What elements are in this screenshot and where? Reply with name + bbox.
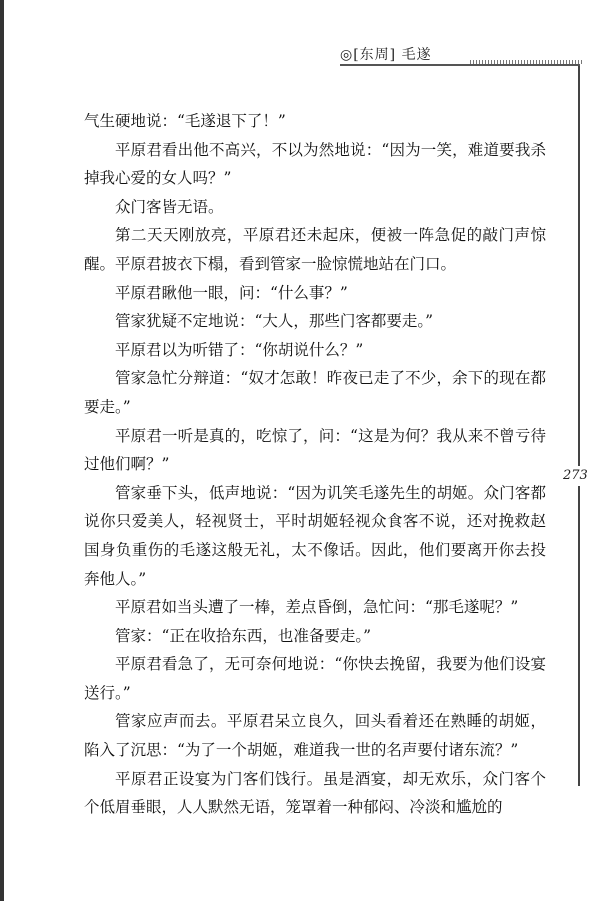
paragraph: 平原君看出他不高兴，不以为然地说：“因为一笑，难道要我杀掉我心爱的女人吗？”	[84, 140, 546, 188]
running-header	[340, 44, 580, 64]
side-rule-upper	[578, 66, 580, 466]
paragraph: 平原君如当头遭了一棒，差点昏倒，急忙问：“那毛遂呢？”	[115, 598, 519, 617]
page-left-edge	[0, 0, 4, 901]
paragraph: 气生硬地说：“毛遂退下了！”	[84, 112, 286, 130]
paragraph: 平原君正设宴为门客们饯行。虽是酒宴，却无欢乐，众门客个个低眉垂眼，人人默然无语，笼罩着一种郁闷、冷淡和尴尬的	[84, 769, 546, 817]
paragraph: 平原君一听是真的，吃惊了，问：“这是为何？我从来不曾亏待过他们啊？”	[84, 426, 546, 474]
page-number: 273	[563, 468, 588, 483]
paragraph: 管家垂下头，低声地说：“因为讥笑毛遂先生的胡姬。众门客都说你只爱美人，轻视贤士，平时胡姬轻视众食客不说，还对挽救赵国身负重伤的毛遂这般无礼，太不像话。因此，他们要离开你去投奔他人。”	[84, 483, 546, 588]
paragraph: 平原君瞅他一眼，问：“什么事？”	[115, 283, 348, 302]
paragraph: 众门客皆无语。	[115, 197, 224, 216]
paragraph: 平原君看急了，无可奈何地说：“你快去挽留，我要为他们设宴送行。”	[84, 655, 546, 702]
paragraph: 平原君以为听错了：“你胡说什么？”	[115, 340, 364, 359]
header-title: ◎[东周] 毛遂	[340, 47, 432, 63]
body-text	[84, 107, 546, 822]
header-rule	[340, 64, 580, 66]
paragraph: 管家犹疑不定地说：“大人，那些门客都要走。”	[115, 312, 434, 331]
paragraph: 管家：“正在收拾东西，也准备要走。”	[115, 626, 372, 645]
paragraph: 管家急忙分辩道：“奴才怎敢！昨夜已走了不少，余下的现在都要走。”	[84, 369, 546, 416]
side-rule-lower	[578, 486, 580, 786]
paragraph: 第二天天刚放亮，平原君还未起床，便被一阵急促的敲门声惊醒。平原君披衣下榻，看到管家一脸惊慌地站在门口。	[84, 226, 546, 273]
paragraph: 管家应声而去。平原君呆立良久，回头看着还在熟睡的胡姬，陷入了沉思：“为了一个胡姬，难道我一世的名声要付诸东流？”	[84, 712, 546, 760]
